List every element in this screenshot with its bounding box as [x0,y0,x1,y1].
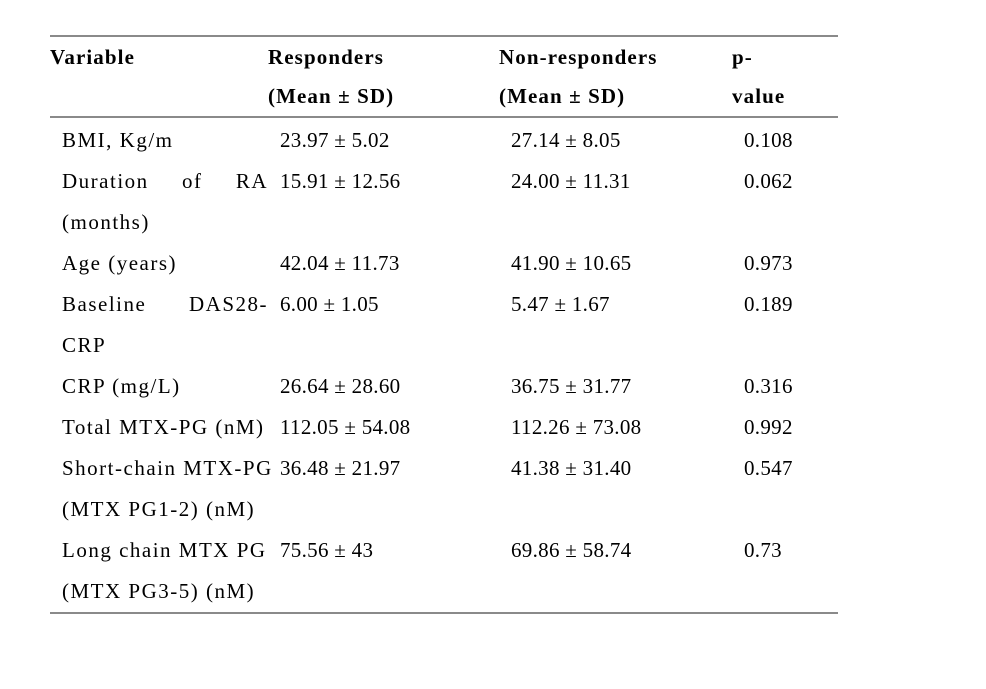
variable-label: Total MTX-PG (nM) [62,415,265,439]
cell-variable [62,407,280,448]
header-p-label: p- [732,45,753,69]
p-value: 0.73 [744,538,782,562]
variable-word: RA [235,169,268,193]
cell-variable [62,120,280,161]
table-row-total-mtx-pg [50,407,838,448]
table-row-baseline-das28-crp [50,284,838,366]
cell-responders [280,120,511,161]
non-responders-value: 41.38 ± 31.40 [511,456,632,480]
table-body [50,118,838,612]
variable-label-line2: (MTX PG3-5) (nM) [62,579,256,603]
variable-word: of [181,169,203,193]
variable-label: BMI, Kg/m [62,128,174,152]
table-row-age [50,243,838,284]
header-p-subline: value [732,84,786,108]
cell-responders [280,243,511,284]
cell-variable [62,366,280,407]
header-responders-label: Responders [268,45,385,69]
responders-value: 23.97 ± 5.02 [280,128,390,152]
cell-responders [280,161,511,243]
table-row-bmi [50,120,838,161]
cell-non-responders [511,120,744,161]
responders-value: 75.56 ± 43 [280,538,374,562]
variable-label: Age (years) [62,251,178,275]
variable-label: Short-chain MTX-PG [62,456,273,480]
cell-non-responders [511,284,744,366]
responders-value: 42.04 ± 11.73 [280,251,400,275]
table-bottom-rule [50,612,838,614]
non-responders-value: 5.47 ± 1.67 [511,292,610,316]
responders-value: 26.64 ± 28.60 [280,374,401,398]
cell-responders [280,530,511,612]
header-cell-p-value [732,38,814,116]
responders-value: 36.48 ± 21.97 [280,456,401,480]
variable-label-line2: CRP [62,333,107,357]
non-responders-value: 27.14 ± 8.05 [511,128,621,152]
p-value: 0.547 [744,456,793,480]
variable-label-line2: (MTX PG1-2) (nM) [62,497,256,521]
p-value: 0.992 [744,415,793,439]
cell-variable [62,448,280,530]
cell-non-responders [511,366,744,407]
variable-label [62,161,268,202]
cell-p-value [744,530,826,612]
cell-variable [62,243,280,284]
cell-non-responders [511,407,744,448]
cell-non-responders [511,243,744,284]
cell-p-value [744,448,826,530]
cell-responders [280,284,511,366]
non-responders-value: 112.26 ± 73.08 [511,415,642,439]
variable-label-line2: (months) [62,210,150,234]
p-value: 0.189 [744,292,793,316]
p-value: 0.108 [744,128,793,152]
variable-label: CRP (mg/L) [62,374,181,398]
responders-value: 112.05 ± 54.08 [280,415,411,439]
header-cell-non-responders [499,38,732,116]
variable-word: Duration [62,169,149,193]
cell-variable [62,284,280,366]
cell-responders [280,407,511,448]
p-value: 0.973 [744,251,793,275]
non-responders-value: 24.00 ± 11.31 [511,169,631,193]
cell-non-responders [511,530,744,612]
table-header-row [50,37,838,116]
cell-non-responders [511,448,744,530]
cell-p-value [744,243,826,284]
p-value: 0.316 [744,374,793,398]
responders-value: 6.00 ± 1.05 [280,292,379,316]
cell-p-value [744,161,826,243]
cell-variable [62,530,280,612]
variable-word: Baseline [62,292,147,316]
statistics-table [50,35,838,614]
table-row-short-chain-mtx-pg [50,448,838,530]
header-non-responders-label: Non-responders [499,45,658,69]
non-responders-value: 36.75 ± 31.77 [511,374,632,398]
variable-label [62,284,268,325]
responders-value: 15.91 ± 12.56 [280,169,401,193]
header-cell-variable [50,38,268,116]
cell-responders [280,448,511,530]
non-responders-value: 41.90 ± 10.65 [511,251,632,275]
header-variable-label: Variable [50,45,136,69]
table-row-crp [50,366,838,407]
cell-non-responders [511,161,744,243]
cell-responders [280,366,511,407]
cell-p-value [744,366,826,407]
header-non-responders-subline: (Mean ± SD) [499,84,626,108]
cell-p-value [744,407,826,448]
table-row-duration-ra [50,161,838,243]
variable-label: Long chain MTX PG [62,538,267,562]
cell-variable [62,161,280,243]
header-responders-subline: (Mean ± SD) [268,84,395,108]
non-responders-value: 69.86 ± 58.74 [511,538,632,562]
variable-word: DAS28- [188,292,268,316]
p-value: 0.062 [744,169,793,193]
cell-p-value [744,120,826,161]
header-cell-responders [268,38,499,116]
cell-p-value [744,284,826,366]
table-row-long-chain-mtx-pg [50,530,838,612]
